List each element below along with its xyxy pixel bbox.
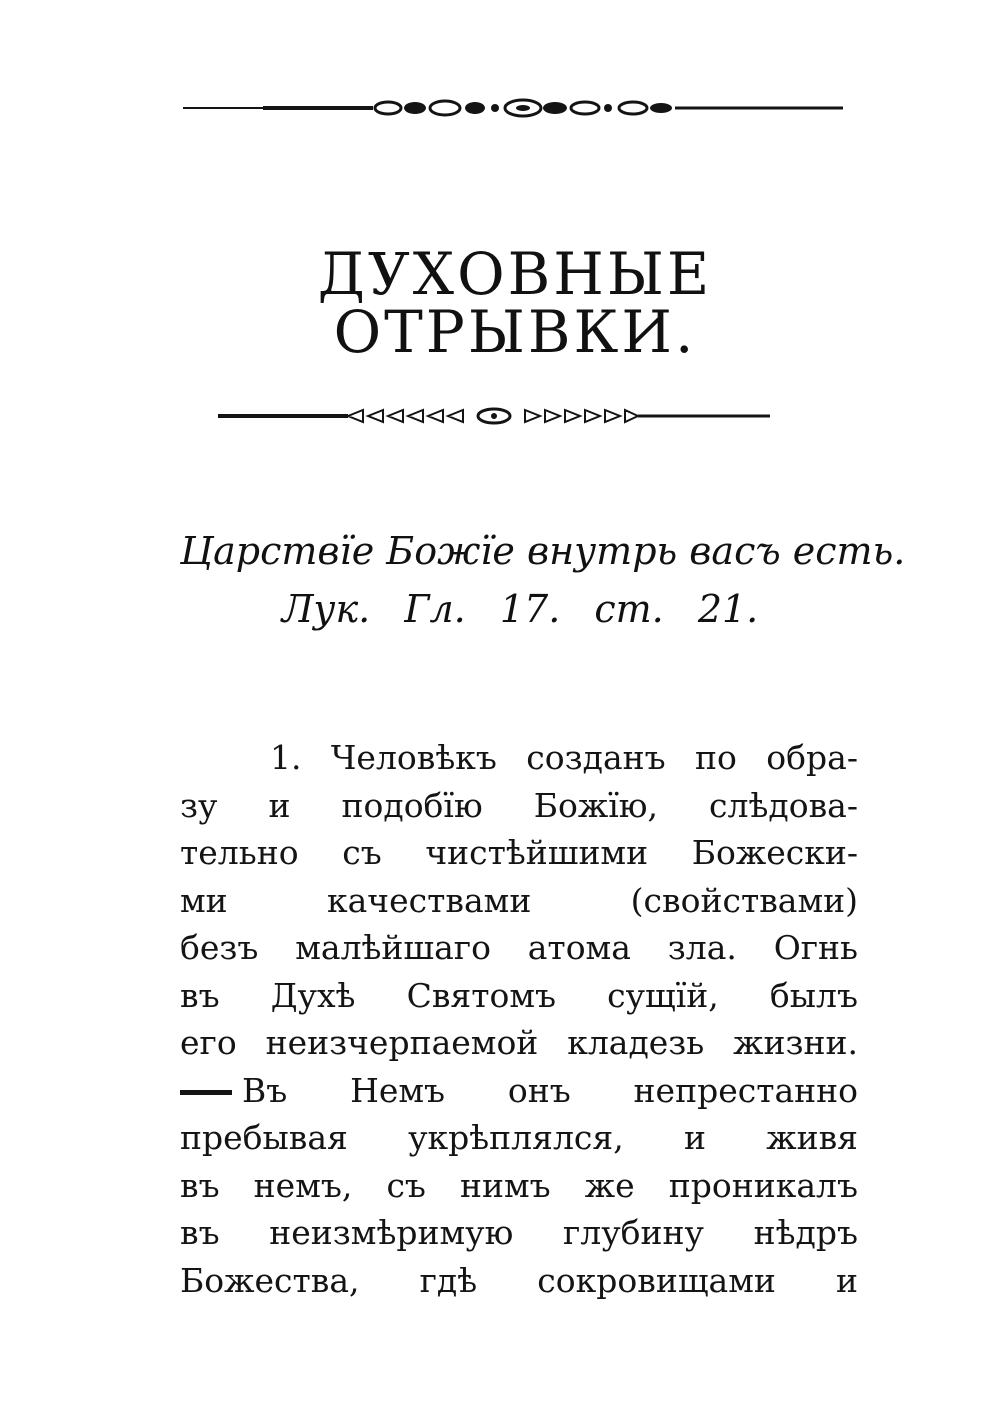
text-line: безъ малѣйшаго атома зла. Огнь [180,928,858,967]
epigraph-citation: Лук. Гл. 17. ст. 21. [281,587,759,631]
text-line: тельно съ чистѣйшими Божески- [180,833,858,872]
middle-ornament-rule [218,406,770,426]
text-line: въ немъ, съ нимъ же проникалъ [180,1165,858,1205]
text-line: его неизчерпаемой кладезь жизни. [180,1023,858,1062]
text-line: ми качествами (свойствами) [180,880,858,920]
epigraph-quote: Царствїе Божїе внутрь васъ есть. [180,529,906,573]
text-line: Въ Немъ онъ непрестанно [242,1070,858,1110]
epigraph [180,522,906,638]
em-dash-rule [180,1090,232,1095]
text-line: 1. Человѣкъ созданъ по обра- [270,738,858,777]
text-line: пребывая укрѣплялся, и живя [180,1118,858,1157]
page-title: ДУХОВНЫЕ ОТРЫВКИ. [317,240,713,366]
body-paragraph [180,734,858,1304]
text-line: въ неизмѣримую глубину нѣдръ [180,1213,858,1252]
text-line: зу и подобїю Божїю, слѣдова- [180,785,858,825]
text-line-with-dash [180,1067,858,1115]
text-line: Божества, гдѣ сокровищами и [180,1260,858,1300]
top-ornament-rule [183,96,843,120]
text-line: въ Духѣ Святомъ сущїй, былъ [180,975,858,1015]
